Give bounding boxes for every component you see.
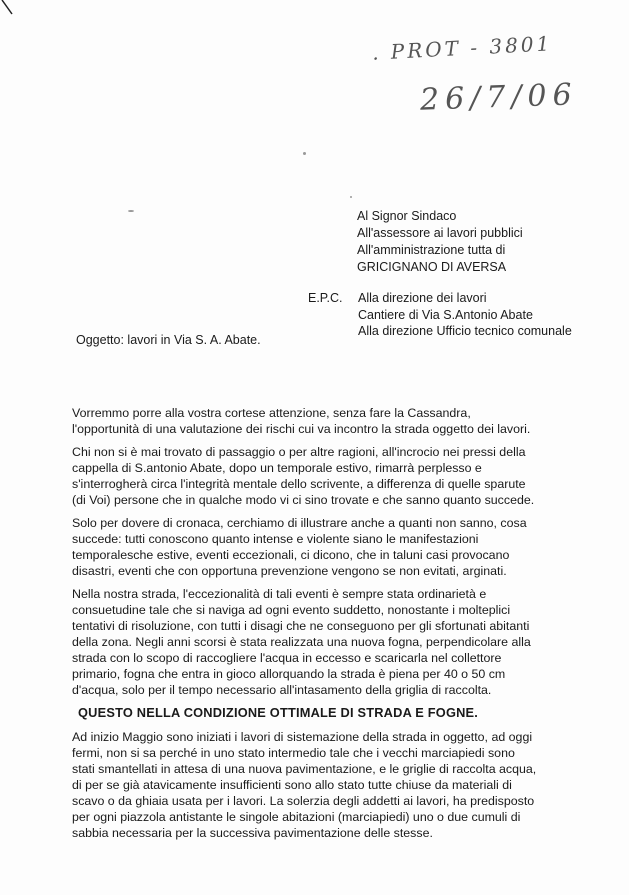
- paragraph: [72, 586, 562, 698]
- text-line: disastri, eventi che con opportuna prevenzione vengono se non evitati, arginati.: [72, 564, 507, 578]
- text-line: Solo per dovere di cronaca, cerchiamo di illustrare anche a quanti non sanno, cosa: [72, 516, 527, 530]
- letter-body: [72, 405, 562, 848]
- text-line: fermi, non si sa perché in uno stato intermedio tale che i vecchi marciapiedi sono: [72, 746, 515, 760]
- text-line: scavo o da ghiaia usata per i lavori. La solerzia degli addetti ai lavori, ha predisposto: [72, 794, 535, 808]
- paragraph: [72, 515, 562, 579]
- handwritten-protocol-number: . PROT - 3801: [371, 31, 553, 65]
- recipient-block: [357, 208, 523, 276]
- text-line: consuetudine tale che si naviga ad ogni evento suddetto, nonostante i molteplici: [72, 603, 511, 617]
- handwritten-date: 26/7/06: [419, 77, 579, 118]
- text-line: per ogni piazzola antistante le singole abitazioni (marciapiedi) uno o due cumuli di: [72, 810, 521, 824]
- text-line: l'opportunità di una valutazione dei rischi cui va incontro la strada oggetto dei lavori.: [72, 422, 531, 436]
- epc-line: Alla direzione dei lavori: [358, 291, 487, 305]
- text-line: Chi non si è mai trovato di passaggio o per altre ragioni, all'incrocio nei pressi della: [72, 445, 526, 459]
- scan-mark-icon: [0, 0, 30, 30]
- subject-line: Oggetto: lavori in Via S. A. Abate.: [76, 333, 261, 347]
- text-line: (di Voi) persone che in qualche modo vi ci sino trovate e che sanno quanto succede.: [72, 493, 535, 507]
- text-line: Nella nostra strada, l'eccezionalità di tali eventi è sempre stata ordinarietà e: [72, 587, 487, 601]
- epc-recipients: [358, 290, 572, 340]
- paragraph: [72, 405, 562, 437]
- text-line: primario, fogna che entra in gioco allorquando la strada è piena per 40 o 50 cm: [72, 667, 506, 681]
- text-line: di per se già atavicamente insufficienti sono allo stato tutte chiuse da materiali di: [72, 778, 512, 792]
- section-heading: QUESTO NELLA CONDIZIONE OTTIMALE DI STRADA E FOGNE.: [78, 705, 479, 720]
- scan-speck: [128, 210, 134, 212]
- recipient-line: Al Signor Sindaco: [357, 209, 457, 223]
- epc-line: Cantiere di Via S.Antonio Abate: [358, 307, 533, 322]
- recipient-line: GRICIGNANO DI AVERSA: [357, 260, 507, 274]
- text-line: sabbia necessaria per la successiva pavimentazione delle stesse.: [72, 826, 433, 840]
- epc-line: Alla direzione Ufficio tecnico comunale: [358, 324, 572, 338]
- text-line: Ad inizio Maggio sono iniziati i lavori di sistemazione della strada in oggetto, ad oggi: [72, 730, 533, 744]
- text-line: della zona. Negli anni scorsi è stata realizzata una nuova fogna, perpendicolare alla: [72, 635, 531, 649]
- text-line: strada con lo scopo di raccogliere l'acqua in eccesso e scaricarla nel collettore: [72, 651, 502, 665]
- text-line: succede: tutti conoscono quanto intense e violente siano le manifestazioni: [72, 532, 479, 546]
- text-line: stati smantellati in attesa di una nuova pavimentazione, e le griglie di raccolta acqua,: [72, 762, 537, 776]
- recipient-line: All'assessore ai lavori pubblici: [357, 226, 523, 240]
- text-line: tentativi di risoluzione, con tutti i disagi che ne conseguono per gli sfortunati abitanti: [72, 619, 530, 633]
- scan-speck: [303, 152, 306, 155]
- text-line: Vorremmo porre alla vostra cortese attenzione, senza fare la Cassandra,: [72, 406, 471, 420]
- scan-speck: [350, 196, 352, 198]
- recipient-line: All'amministrazione tutta di: [357, 243, 506, 257]
- text-line: s'interrogherà circa l'integrità mentale dello scrivente, a differenza di quelle sparute: [72, 477, 526, 491]
- paragraph: [72, 444, 562, 508]
- paragraph: [72, 729, 562, 841]
- text-line: temporalesche estive, eventi eccezionali, ci dicono, che in taluni casi provocano: [72, 548, 510, 562]
- epc-label: E.P.C.: [308, 291, 343, 305]
- text-line: d'acqua, solo per il tempo necessario all'intasamento della griglia di raccolta.: [72, 683, 492, 697]
- text-line: cappella di S.antonio Abate, dopo un temporale estivo, rimarrà perplesso e: [72, 461, 482, 475]
